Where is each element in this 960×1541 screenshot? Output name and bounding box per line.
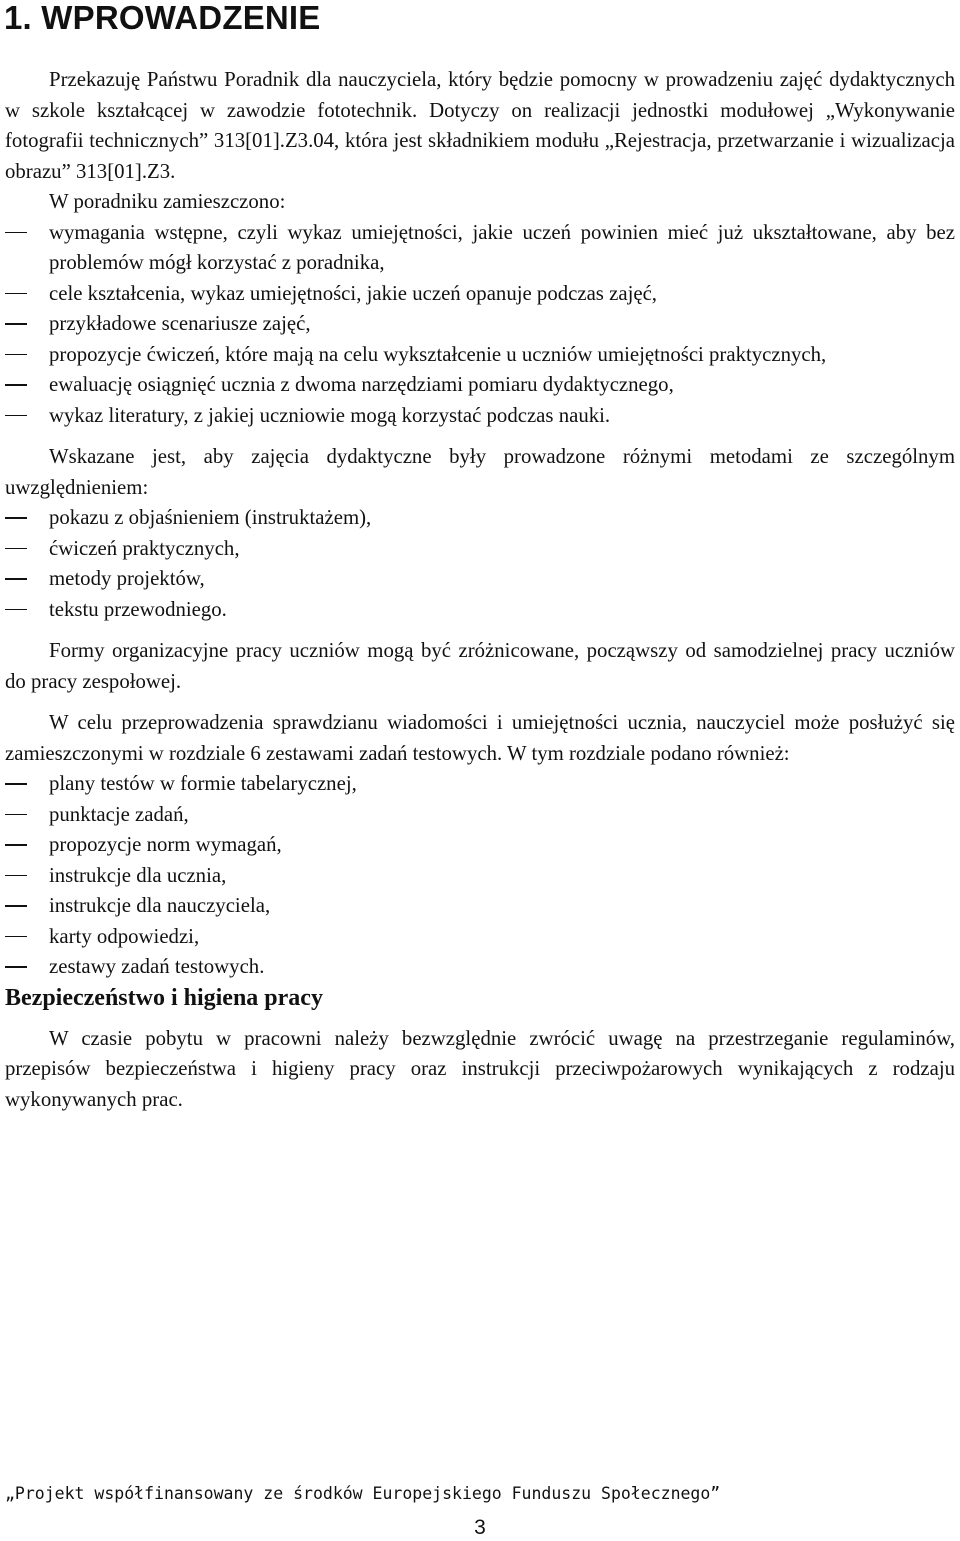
footer-note: „Projekt współfinansowany ze środków Europejskiego Funduszu Społecznego” [5,1484,721,1503]
dash-bullet-icon [5,293,27,295]
dash-bullet-icon [5,354,27,356]
dash-bullet-icon [5,415,27,417]
dash-bullet-icon [5,517,27,519]
intro-paragraph: Przekazuję Państwu Poradnik dla nauczyciela, który będzie pomocny w prowadzeniu zajęć dydaktycznych w szkole kształcącej w zawodzie fototechnik. Dotyczy on realizacji jednostki modułowej „Wykonywanie fotografii technicznych” 313[01].Z3.04, która jest składnikiem modułu „Rejestracja, przetwarzanie i wizualizacja obrazu” 313[01].Z3. [5,68,955,183]
section-heading: Bezpieczeństwo i higiena pracy [5,984,323,1011]
contents-list [5,218,955,432]
list-item: propozycje norm wymagań, [5,830,955,861]
list-item: ewaluację osiągnięć ucznia z dwoma narzędziami pomiaru dydaktycznego, [5,370,955,401]
list-item: tekstu przewodniego. [5,595,955,626]
list-item: wymagania wstępne, czyli wykaz umiejętności, jakie uczeń powinien mieć już ukształtowane, aby bez problemów mógł korzystać z poradnika, [5,218,955,279]
dash-bullet-icon [5,905,27,907]
page-number: 3 [474,1516,486,1539]
dash-bullet-icon [5,875,27,877]
list-item: cele kształcenia, wykaz umiejętności, jakie uczeń opanuje podczas zajęć, [5,279,955,310]
safety-paragraph: W czasie pobytu w pracowni należy bezwzględnie zwrócić uwagę na przestrzeganie regulaminów, przepisów bezpieczeństwa i higieny pracy oraz instrukcji przeciwpożarowych wynikających z rodzaju wykonywanych prac. [5,1026,955,1111]
methods-paragraph: Wskazane jest, aby zajęcia dydaktyczne były prowadzone różnymi metodami ze szczególnym uwzględnieniem: [5,445,955,499]
dash-bullet-icon [5,578,27,580]
list-item: metody projektów, [5,564,955,595]
contents-intro: W poradniku zamieszczono: [49,190,286,213]
dash-bullet-icon [5,323,27,325]
tests-list [5,769,955,983]
document-body [5,65,955,1115]
dash-bullet-icon [5,232,27,234]
forms-paragraph: Formy organizacyjne pracy uczniów mogą być zróżnicowane, począwszy od samodzielnej pracy uczniów do pracy zespołowej. [5,639,955,693]
list-item: karty odpowiedzi, [5,922,955,953]
list-item: propozycje ćwiczeń, które mają na celu wykształcenie u uczniów umiejętności praktycznych, [5,340,955,371]
list-item: pokazu z objaśnieniem (instruktażem), [5,503,955,534]
list-item: zestawy zadań testowych. [5,952,955,983]
dash-bullet-icon [5,966,27,968]
list-item: punktacje zadań, [5,800,955,831]
page-title: 1. WPROWADZENIE [4,0,321,36]
list-item: ćwiczeń praktycznych, [5,534,955,565]
list-item: przykładowe scenariusze zajęć, [5,309,955,340]
dash-bullet-icon [5,548,27,550]
dash-bullet-icon [5,783,27,785]
dash-bullet-icon [5,844,27,846]
dash-bullet-icon [5,384,27,386]
dash-bullet-icon [5,936,27,938]
tests-paragraph: W celu przeprowadzenia sprawdzianu wiadomości i umiejętności ucznia, nauczyciel może posłużyć się zamieszczonymi w rozdziale 6 zestawami zadań testowych. W tym rozdziale podano również: [5,711,955,765]
list-item: plany testów w formie tabelarycznej, [5,769,955,800]
list-item: wykaz literatury, z jakiej uczniowie mogą korzystać podczas nauki. [5,401,955,432]
dash-bullet-icon [5,814,27,816]
list-item: instrukcje dla nauczyciela, [5,891,955,922]
list-item: instrukcje dla ucznia, [5,861,955,892]
dash-bullet-icon [5,609,27,611]
methods-list [5,503,955,625]
